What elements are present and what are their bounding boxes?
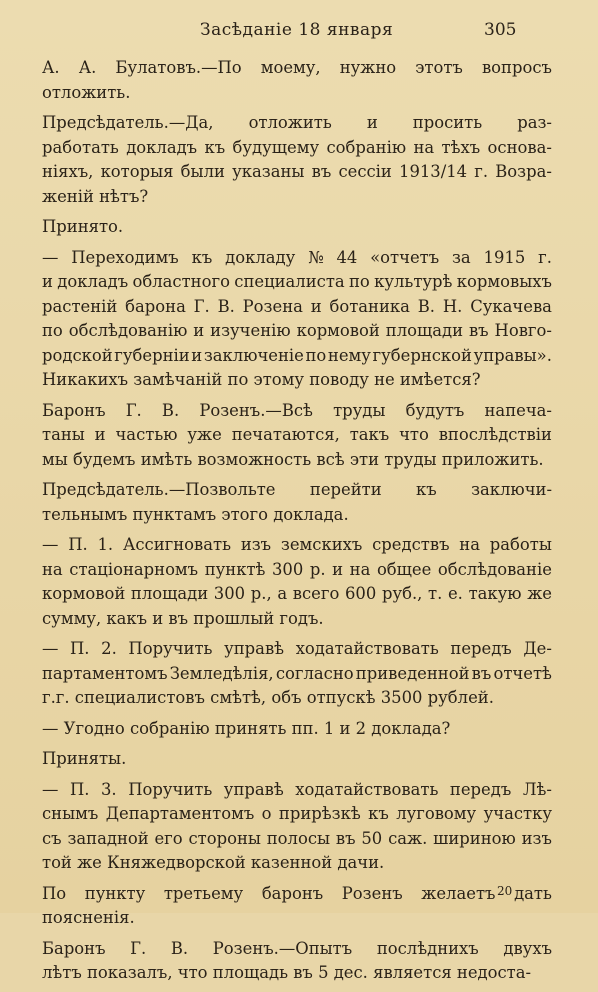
text-line: Баронъ Г. В. Розенъ.—Всѣ труды будутъ напеча- xyxy=(42,400,552,420)
text-line: работать докладъ къ будущему собранію на тѣхъ основа- xyxy=(42,137,552,157)
text-line: той же Княжедворской казенной дачи. xyxy=(42,853,385,872)
paragraph xyxy=(42,533,552,631)
text-line: женій нѣтъ? xyxy=(42,186,149,206)
text-line: Приняты. xyxy=(42,749,127,768)
page-number: 305 xyxy=(484,20,517,40)
text-line: растеній барона Г. В. Розена и ботаника В. Н. Сукачева xyxy=(42,296,552,316)
text-line: сумму, какъ и въ прошлый годъ. xyxy=(42,608,324,628)
paragraph xyxy=(42,882,552,931)
text-line: поясненія. xyxy=(42,908,135,927)
text-line: ніяхъ, которыя были указаны въ сессіи 1913/14 г. Возра- xyxy=(42,162,552,181)
text-line: тельнымъ пунктамъ этого доклада. xyxy=(42,504,349,524)
paragraph xyxy=(42,215,552,240)
text-line: родской губерніи и заключеніе по нему губернской управы». xyxy=(42,345,552,365)
signature-number: 20 xyxy=(497,884,513,898)
text-line: г.г. специалистовъ смѣтѣ, объ отпускѣ 3500 рублей. xyxy=(42,688,494,707)
text-line: — П. 1. Ассигновать изъ земскихъ средствъ на работы xyxy=(42,535,552,554)
text-line: по обслѣдованію и изученію кормовой площади въ Новго- xyxy=(42,321,552,340)
paragraph xyxy=(42,399,552,473)
text-line: — П. 3. Поручить управѣ ходатайствовать передъ Лѣ- xyxy=(42,779,552,799)
text-line: съ западной его стороны полосы въ 50 саж. шириною изъ xyxy=(42,828,552,848)
paragraph xyxy=(42,937,552,986)
paragraph xyxy=(42,56,552,105)
text-line: на стаціонарномъ пунктѣ 300 р. и на общее обслѣдованіе xyxy=(42,559,552,579)
paragraph xyxy=(42,478,552,527)
text-line: лѣтъ показалъ, что площадь въ 5 дес. является недоста- xyxy=(42,963,532,982)
text-line: Баронъ Г. В. Розенъ.—Опытъ послѣднихъ двухъ xyxy=(42,938,552,958)
text-line: По пункту третьему баронъ Розенъ желаетъ дать xyxy=(42,883,552,903)
paragraph xyxy=(42,246,552,393)
paragraph xyxy=(42,111,552,209)
text-line: — П. 2. Поручить управѣ ходатайствовать передъ Де- xyxy=(42,639,552,658)
paragraph xyxy=(42,747,552,772)
text-line: мы будемъ имѣть возможность всѣ эти труды приложить. xyxy=(42,449,544,469)
text-line: кормовой площади 300 р., а всего 600 руб., т. е. такую же xyxy=(42,584,552,603)
paragraph xyxy=(42,778,552,876)
text-line: отложить. xyxy=(42,82,131,102)
text-line: Принято. xyxy=(42,217,124,236)
text-line: партаментомъ Земледѣлія, согласно приведенной въ отчетѣ xyxy=(42,663,552,683)
running-header xyxy=(0,18,598,46)
text-line: А. А. Булатовъ.—По моему, нужно этотъ вопросъ xyxy=(42,58,552,77)
paragraph xyxy=(42,637,552,711)
text-line: — Переходимъ къ докладу № 44 «отчетъ за 1915 г. xyxy=(42,247,552,267)
text-line: — Угодно собранію принять пп. 1 и 2 доклада? xyxy=(42,718,451,738)
paragraph xyxy=(42,717,552,742)
document-body xyxy=(42,56,552,992)
text-line: снымъ Департаментомъ о прирѣзкѣ къ луговому участку xyxy=(42,804,552,823)
text-line: таны и частью уже печатаются, такъ что впослѣдствіи xyxy=(42,425,552,444)
header-title: Засѣданіе 18 января xyxy=(200,20,394,40)
text-line: Предсѣдатель.—Позвольте перейти къ заключи- xyxy=(42,480,552,499)
text-line: и докладъ областного специалиста по культурѣ кормовыхъ xyxy=(42,272,552,291)
text-line: Никакихъ замѣчаній по этому поводу не имѣется? xyxy=(42,370,481,389)
text-line: Предсѣдатель.—Да, отложить и просить раз- xyxy=(42,113,552,132)
